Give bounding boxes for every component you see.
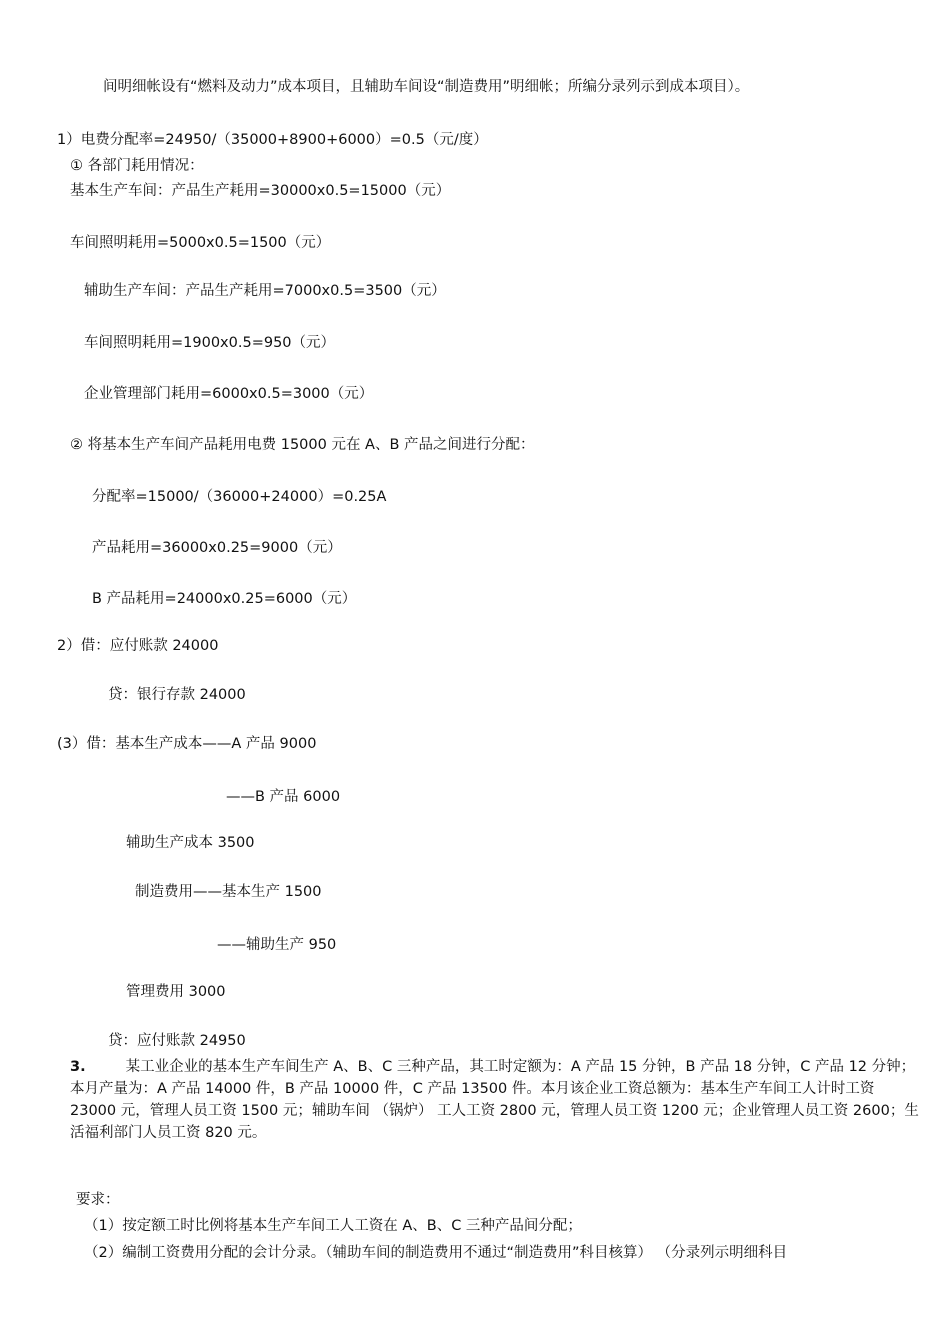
intro-line: 间明细帐设有“燃料及动力”成本项目，且辅助车间设“制造费用”明细帐；所编分录列示到成本项目）。 <box>103 79 750 95</box>
requirement-1: （1）按定额工时比例将基本生产车间工人工资在 A、B、C 三种产品间分配； <box>84 1218 582 1234</box>
entry2-debit: 2）借：应付账款 24000 <box>57 638 219 654</box>
entry2-credit: 贷：银行存款 24000 <box>108 687 246 703</box>
department-usage-heading: ① 各部门耗用情况： <box>70 158 204 174</box>
product-b-usage: B 产品耗用=24000x0.25=6000（元） <box>92 591 357 607</box>
entry3-admin-expense: 管理费用 3000 <box>126 984 226 1000</box>
requirements-title: 要求： <box>76 1192 120 1208</box>
auxiliary-production-usage: 辅助生产车间：产品生产耗用=7000x0.5=3500（元） <box>84 283 446 299</box>
question-number: 3. <box>70 1059 86 1075</box>
allocation-rate: 分配率=15000/（36000+24000）=0.25A <box>92 489 387 505</box>
management-usage: 企业管理部门耗用=6000x0.5=3000（元） <box>84 386 374 402</box>
product-a-usage: 产品耗用=36000x0.25=9000（元） <box>92 540 342 556</box>
entry3-overhead-basic: 制造费用——基本生产 1500 <box>135 884 322 900</box>
electricity-rate-line: 1）电费分配率=24950/（35000+8900+6000）=0.5（元/度） <box>57 132 488 148</box>
entry3-credit: 贷：应付账款 24950 <box>108 1033 246 1049</box>
entry3-overhead-aux: ——辅助生产 950 <box>217 937 337 953</box>
question-text: 某工业企业的基本生产车间生产 A、B、C 三种产品，其工时定额为：A 产品 15 分钟，B 产品 18 分钟，C 产品 12 分钟；本月产量为：A 产品 14000 件，B 产品 10000 件，C 产品 13500 件。本月该企业工资总额为：基本生产车间工人计时工资 23000 元，管理人员工资 1500 元；辅助车间 （锅炉） 工人工资 2800 元，管理人员工资 1200 元；企业管理人员工资 2600；生活福利部门人员工资 820 元。 <box>70 1059 919 1141</box>
question-3-paragraph <box>70 1056 920 1144</box>
workshop-lighting-usage-aux: 车间照明耗用=1900x0.5=950（元） <box>84 335 336 351</box>
entry3-debit-b: ——B 产品 6000 <box>226 789 341 805</box>
entry3-aux-cost: 辅助生产成本 3500 <box>126 835 255 851</box>
workshop-lighting-usage-basic: 车间照明耗用=5000x0.5=1500（元） <box>70 235 331 251</box>
allocation-heading: ② 将基本生产车间产品耗用电费 15000 元在 A、B 产品之间进行分配： <box>70 437 535 453</box>
requirement-2: （2）编制工资费用分配的会计分录。（辅助车间的制造费用不通过“制造费用”科目核算） （分录列示明细科目 <box>84 1245 788 1261</box>
basic-production-usage: 基本生产车间：产品生产耗用=30000x0.5=15000（元） <box>70 183 451 199</box>
entry3-debit-a: (3）借：基本生产成本——A 产品 9000 <box>57 736 317 752</box>
